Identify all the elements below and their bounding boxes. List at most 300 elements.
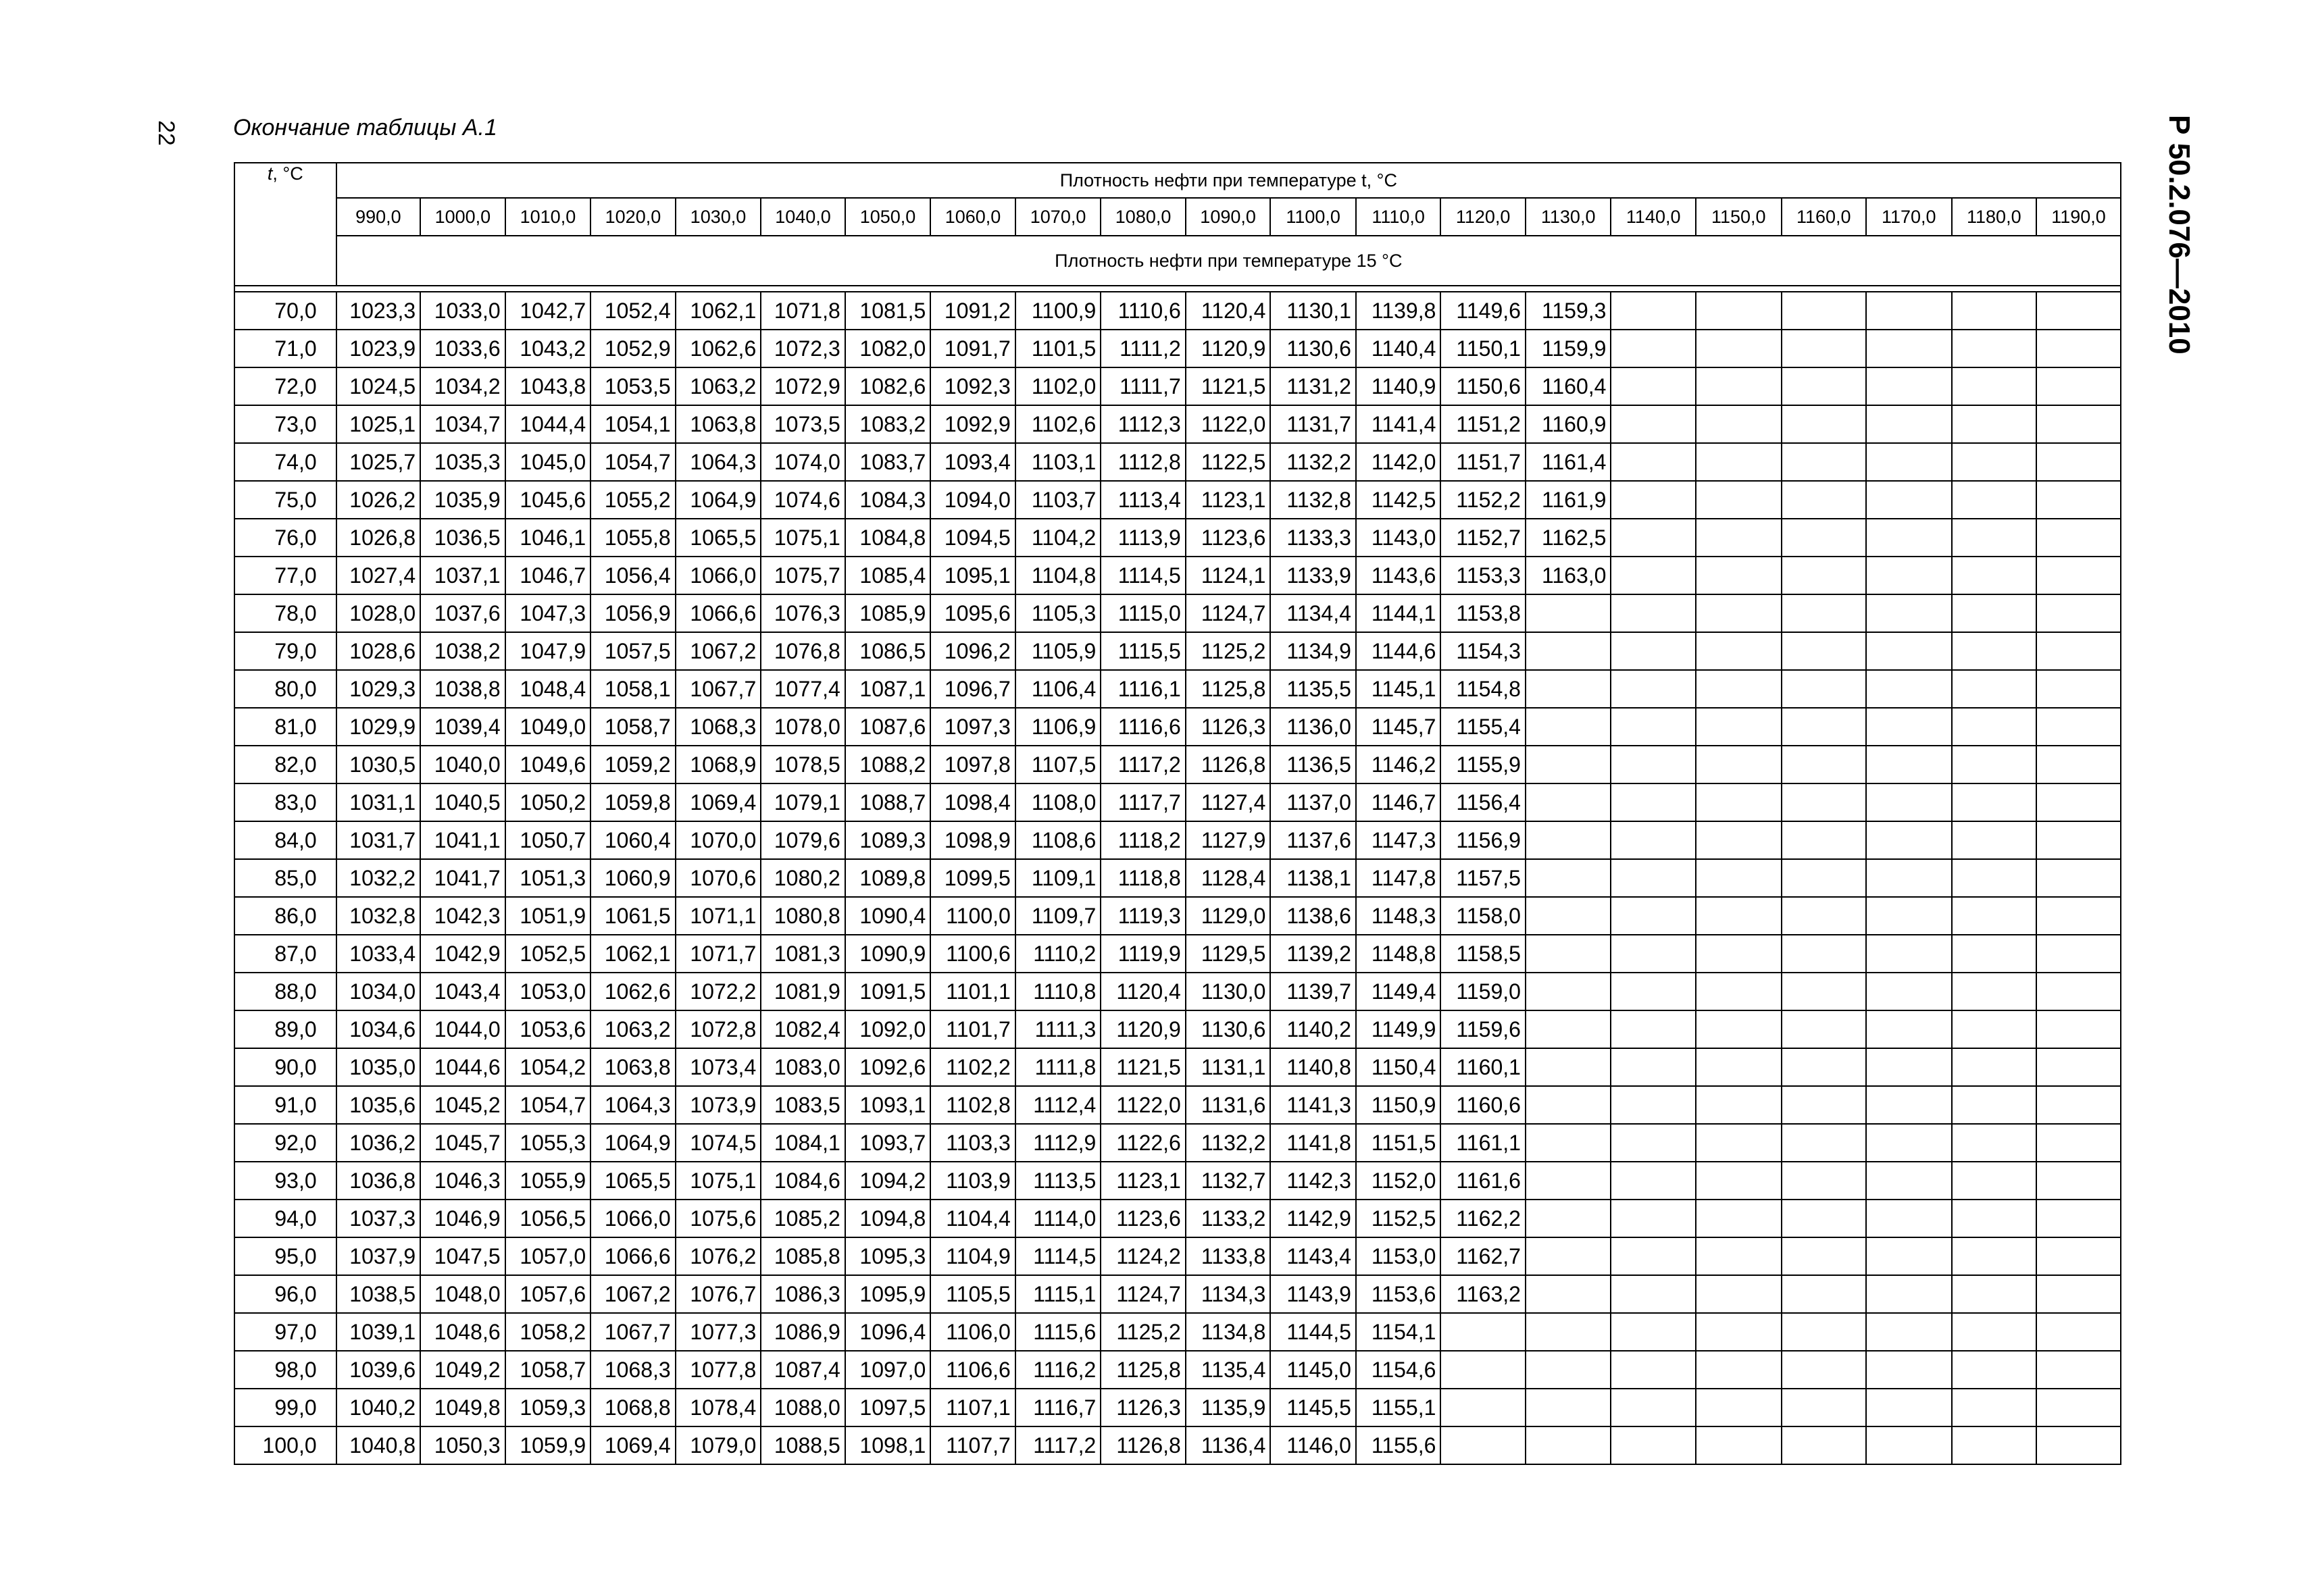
density-cell <box>2036 1275 2121 1313</box>
density-cell <box>1696 1124 1782 1162</box>
density-cell <box>1611 1275 1696 1313</box>
density-cell: 1147,8 <box>1356 859 1441 897</box>
density-cell <box>1440 1313 1526 1351</box>
table-row <box>234 1200 2121 1237</box>
column-header: 1020,0 <box>590 198 676 236</box>
density-cell <box>1611 367 1696 405</box>
density-cell: 1092,6 <box>845 1048 931 1086</box>
density-cell <box>1782 330 1867 367</box>
density-cell: 1028,6 <box>336 632 421 670</box>
density-cell: 1125,2 <box>1101 1313 1186 1351</box>
density-cell <box>1782 292 1867 330</box>
density-cell <box>1611 443 1696 481</box>
density-cell: 1040,2 <box>336 1389 421 1426</box>
density-cell: 1023,9 <box>336 330 421 367</box>
density-cell: 1100,6 <box>930 935 1015 973</box>
table-row <box>234 330 2121 367</box>
density-cell: 1105,9 <box>1015 632 1101 670</box>
density-cell: 1035,9 <box>420 481 505 519</box>
density-cell: 1120,9 <box>1101 1010 1186 1048</box>
table-row <box>234 292 2121 330</box>
density-cell <box>1952 973 2037 1010</box>
density-cell <box>1611 481 1696 519</box>
density-cell: 1042,7 <box>505 292 591 330</box>
density-cell: 1058,1 <box>590 670 676 708</box>
density-cell: 1135,9 <box>1186 1389 1271 1426</box>
density-cell: 1093,1 <box>845 1086 931 1124</box>
density-cell: 1035,0 <box>336 1048 421 1086</box>
density-cell <box>2036 1086 2121 1124</box>
temperature-cell: 81,0 <box>234 708 336 746</box>
density-cell: 1070,6 <box>676 859 761 897</box>
density-cell: 1063,8 <box>590 1048 676 1086</box>
density-cell: 1055,9 <box>505 1162 591 1200</box>
density-cell <box>1952 481 2037 519</box>
density-cell: 1143,6 <box>1356 557 1441 594</box>
density-cell: 1140,8 <box>1270 1048 1356 1086</box>
density-cell: 1093,4 <box>930 443 1015 481</box>
density-cell <box>1696 821 1782 859</box>
density-cell <box>2036 973 2121 1010</box>
density-cell: 1064,3 <box>590 1086 676 1124</box>
density-cell <box>1866 1048 1952 1086</box>
density-cell: 1159,6 <box>1440 1010 1526 1048</box>
density-cell: 1086,9 <box>761 1313 845 1351</box>
density-cell <box>1526 783 1611 821</box>
density-cell: 1062,6 <box>590 973 676 1010</box>
density-cell: 1138,6 <box>1270 897 1356 935</box>
density-cell: 1134,3 <box>1186 1275 1271 1313</box>
table-row <box>234 783 2121 821</box>
density-cell: 1030,5 <box>336 746 421 783</box>
density-cell <box>1952 1010 2037 1048</box>
density-cell <box>1696 405 1782 443</box>
density-cell: 1130,6 <box>1186 1010 1271 1048</box>
density-cell: 1052,9 <box>590 330 676 367</box>
density-cell <box>1611 594 1696 632</box>
density-cell: 1077,3 <box>676 1313 761 1351</box>
density-cell: 1089,3 <box>845 821 931 859</box>
density-cell: 1072,3 <box>761 330 845 367</box>
density-cell: 1104,4 <box>930 1200 1015 1237</box>
density-cell: 1053,5 <box>590 367 676 405</box>
density-cell: 1038,5 <box>336 1275 421 1313</box>
density-cell: 1044,0 <box>420 1010 505 1048</box>
temperature-cell: 84,0 <box>234 821 336 859</box>
density-cell <box>1952 1275 2037 1313</box>
density-cell: 1088,7 <box>845 783 931 821</box>
density-cell: 1151,2 <box>1440 405 1526 443</box>
density-cell: 1047,5 <box>420 1237 505 1275</box>
density-cell <box>1611 973 1696 1010</box>
density-cell: 1088,5 <box>761 1426 845 1464</box>
density-cell: 1163,0 <box>1526 557 1611 594</box>
density-cell: 1033,6 <box>420 330 505 367</box>
density-cell: 1072,8 <box>676 1010 761 1048</box>
density-cell: 1139,7 <box>1270 973 1356 1010</box>
density-cell: 1041,7 <box>420 859 505 897</box>
density-cell: 1156,9 <box>1440 821 1526 859</box>
density-cell: 1104,2 <box>1015 519 1101 557</box>
density-cell: 1133,8 <box>1186 1237 1271 1275</box>
density-cell: 1152,7 <box>1440 519 1526 557</box>
density-cell <box>2036 1048 2121 1086</box>
density-cell: 1161,1 <box>1440 1124 1526 1162</box>
density-cell <box>2036 1313 2121 1351</box>
table-row <box>234 859 2121 897</box>
density-cell <box>1866 330 1952 367</box>
temperature-cell: 90,0 <box>234 1048 336 1086</box>
density-cell <box>1952 632 2037 670</box>
density-cell: 1087,6 <box>845 708 931 746</box>
density-cell: 1131,1 <box>1186 1048 1271 1086</box>
density-cell: 1067,2 <box>676 632 761 670</box>
density-cell: 1130,0 <box>1186 973 1271 1010</box>
temperature-cell: 72,0 <box>234 367 336 405</box>
density-cell: 1150,4 <box>1356 1048 1441 1086</box>
density-cell: 1056,5 <box>505 1200 591 1237</box>
density-cell: 1092,0 <box>845 1010 931 1048</box>
density-cell: 1111,7 <box>1101 367 1186 405</box>
density-cell <box>1526 708 1611 746</box>
density-cell <box>1952 1086 2037 1124</box>
density-cell: 1055,3 <box>505 1124 591 1162</box>
temperature-cell: 95,0 <box>234 1237 336 1275</box>
density-cell: 1159,0 <box>1440 973 1526 1010</box>
density-cell <box>1526 1010 1611 1048</box>
density-cell: 1062,1 <box>590 935 676 973</box>
temperature-cell: 83,0 <box>234 783 336 821</box>
density-cell: 1116,7 <box>1015 1389 1101 1426</box>
column-header: 1110,0 <box>1356 198 1441 236</box>
temperature-cell: 91,0 <box>234 1086 336 1124</box>
density-cell: 1068,3 <box>676 708 761 746</box>
density-cell <box>1696 632 1782 670</box>
density-cell <box>2036 1389 2121 1426</box>
density-cell: 1123,6 <box>1186 519 1271 557</box>
density-cell <box>1952 519 2037 557</box>
density-cell <box>1866 1010 1952 1048</box>
density-cell: 1074,0 <box>761 443 845 481</box>
density-cell <box>1866 1313 1952 1351</box>
density-cell: 1081,5 <box>845 292 931 330</box>
density-cell: 1040,8 <box>336 1426 421 1464</box>
density-cell <box>1696 708 1782 746</box>
temperature-cell: 92,0 <box>234 1124 336 1162</box>
table-row <box>234 557 2121 594</box>
density-cell <box>1526 1124 1611 1162</box>
density-cell: 1082,0 <box>845 330 931 367</box>
density-cell <box>1526 746 1611 783</box>
density-cell <box>1782 519 1867 557</box>
density-cell: 1058,2 <box>505 1313 591 1351</box>
density-cell <box>1782 935 1867 973</box>
density-cell: 1051,9 <box>505 897 591 935</box>
density-cell: 1146,2 <box>1356 746 1441 783</box>
density-cell: 1115,0 <box>1101 594 1186 632</box>
density-cell: 1057,5 <box>590 632 676 670</box>
density-cell <box>1782 1275 1867 1313</box>
density-cell: 1025,1 <box>336 405 421 443</box>
density-cell: 1123,1 <box>1101 1162 1186 1200</box>
density-cell: 1152,0 <box>1356 1162 1441 1200</box>
density-cell <box>1526 935 1611 973</box>
table-row <box>234 1313 2121 1351</box>
density-cell: 1135,5 <box>1270 670 1356 708</box>
density-cell <box>1866 1200 1952 1237</box>
density-cell: 1084,8 <box>845 519 931 557</box>
column-header: 1150,0 <box>1696 198 1782 236</box>
density-cell <box>2036 557 2121 594</box>
density-cell: 1117,2 <box>1015 1426 1101 1464</box>
density-cell: 1048,6 <box>420 1313 505 1351</box>
density-cell: 1124,2 <box>1101 1237 1186 1275</box>
density-cell <box>1526 1162 1611 1200</box>
density-cell: 1153,8 <box>1440 594 1526 632</box>
density-cell: 1159,3 <box>1526 292 1611 330</box>
density-cell: 1126,8 <box>1186 746 1271 783</box>
density-cell: 1097,0 <box>845 1351 931 1389</box>
density-cell: 1068,3 <box>590 1351 676 1389</box>
density-cell: 1063,8 <box>676 405 761 443</box>
density-cell: 1037,6 <box>420 594 505 632</box>
density-cell: 1110,8 <box>1015 973 1101 1010</box>
density-cell: 1151,5 <box>1356 1124 1441 1162</box>
density-cell: 1043,4 <box>420 973 505 1010</box>
density-cell: 1134,9 <box>1270 632 1356 670</box>
density-cell: 1145,0 <box>1270 1351 1356 1389</box>
density-cell <box>1696 1389 1782 1426</box>
density-cell: 1037,3 <box>336 1200 421 1237</box>
density-cell: 1084,6 <box>761 1162 845 1200</box>
density-cell <box>1526 1237 1611 1275</box>
density-cell: 1036,8 <box>336 1162 421 1200</box>
density-cell <box>1952 1426 2037 1464</box>
density-cell: 1067,2 <box>590 1275 676 1313</box>
density-cell: 1054,1 <box>590 405 676 443</box>
density-cell: 1065,5 <box>676 519 761 557</box>
density-cell <box>1526 632 1611 670</box>
density-cell: 1050,7 <box>505 821 591 859</box>
density-cell: 1039,1 <box>336 1313 421 1351</box>
column-header: 1090,0 <box>1186 198 1271 236</box>
table-row <box>234 935 2121 973</box>
density-cell: 1115,5 <box>1101 632 1186 670</box>
density-cell: 1121,5 <box>1186 367 1271 405</box>
density-cell: 1160,1 <box>1440 1048 1526 1086</box>
density-cell: 1062,6 <box>676 330 761 367</box>
column-header: 1010,0 <box>505 198 591 236</box>
density-cell: 1042,3 <box>420 897 505 935</box>
temperature-cell: 99,0 <box>234 1389 336 1426</box>
density-cell: 1035,3 <box>420 443 505 481</box>
density-cell: 1155,4 <box>1440 708 1526 746</box>
density-cell <box>1526 973 1611 1010</box>
table-row <box>234 1086 2121 1124</box>
density-cell <box>1782 746 1867 783</box>
density-cell: 1075,1 <box>761 519 845 557</box>
density-cell: 1067,7 <box>590 1313 676 1351</box>
density-cell: 1039,6 <box>336 1351 421 1389</box>
density-cell: 1064,9 <box>590 1124 676 1162</box>
density-cell: 1082,6 <box>845 367 931 405</box>
density-cell <box>1952 821 2037 859</box>
density-cell <box>1696 481 1782 519</box>
density-cell <box>1611 897 1696 935</box>
table-row <box>234 973 2121 1010</box>
table-caption: Окончание таблицы А.1 <box>233 115 497 140</box>
density-cell: 1085,9 <box>845 594 931 632</box>
density-cell: 1147,3 <box>1356 821 1441 859</box>
density-cell <box>2036 405 2121 443</box>
density-cell: 1114,5 <box>1101 557 1186 594</box>
density-cell <box>1526 1048 1611 1086</box>
density-cell <box>1696 973 1782 1010</box>
density-cell: 1106,0 <box>930 1313 1015 1351</box>
temperature-cell: 80,0 <box>234 670 336 708</box>
density-cell: 1116,6 <box>1101 708 1186 746</box>
density-cell <box>1696 1237 1782 1275</box>
density-cell: 1096,7 <box>930 670 1015 708</box>
density-cell: 1137,6 <box>1270 821 1356 859</box>
density-cell: 1046,1 <box>505 519 591 557</box>
density-cell: 1085,4 <box>845 557 931 594</box>
density-cell: 1093,7 <box>845 1124 931 1162</box>
temperature-cell: 73,0 <box>234 405 336 443</box>
temperature-cell: 70,0 <box>234 292 336 330</box>
density-cell: 1094,5 <box>930 519 1015 557</box>
density-cell: 1072,2 <box>676 973 761 1010</box>
density-cell: 1144,1 <box>1356 594 1441 632</box>
density-cell: 1080,2 <box>761 859 845 897</box>
density-cell: 1140,2 <box>1270 1010 1356 1048</box>
density-cell: 1058,7 <box>590 708 676 746</box>
density-cell: 1076,7 <box>676 1275 761 1313</box>
density-cell <box>1782 557 1867 594</box>
density-cell <box>2036 821 2121 859</box>
density-cell: 1049,2 <box>420 1351 505 1389</box>
density-cell: 1161,9 <box>1526 481 1611 519</box>
density-cell <box>1526 821 1611 859</box>
density-cell <box>1526 594 1611 632</box>
temperature-cell: 77,0 <box>234 557 336 594</box>
density-cell: 1055,8 <box>590 519 676 557</box>
table-body <box>234 292 2121 1464</box>
density-cell: 1157,5 <box>1440 859 1526 897</box>
density-cell <box>1782 594 1867 632</box>
table-row <box>234 1389 2121 1426</box>
density-cell: 1045,0 <box>505 443 591 481</box>
density-cell: 1112,4 <box>1015 1086 1101 1124</box>
density-cell: 1126,8 <box>1101 1426 1186 1464</box>
density-cell <box>2036 1124 2121 1162</box>
density-cell: 1097,5 <box>845 1389 931 1426</box>
density-cell: 1068,9 <box>676 746 761 783</box>
density-cell <box>2036 1426 2121 1464</box>
density-cell: 1148,3 <box>1356 897 1441 935</box>
density-cell: 1066,0 <box>676 557 761 594</box>
density-cell <box>2036 481 2121 519</box>
density-cell: 1075,1 <box>676 1162 761 1200</box>
density-cell <box>1866 481 1952 519</box>
density-cell <box>2036 1162 2121 1200</box>
density-cell: 1049,6 <box>505 746 591 783</box>
density-cell: 1098,9 <box>930 821 1015 859</box>
density-cell: 1068,8 <box>590 1389 676 1426</box>
density-cell <box>1952 594 2037 632</box>
density-cell: 1124,7 <box>1101 1275 1186 1313</box>
density-cell <box>1866 519 1952 557</box>
density-cell: 1117,7 <box>1101 783 1186 821</box>
density-cell <box>1526 1389 1611 1426</box>
density-cell <box>1696 897 1782 935</box>
density-cell: 1025,7 <box>336 443 421 481</box>
density-cell: 1031,7 <box>336 821 421 859</box>
density-cell <box>2036 746 2121 783</box>
density-cell: 1063,2 <box>676 367 761 405</box>
density-cell <box>1611 821 1696 859</box>
density-cell: 1143,4 <box>1270 1237 1356 1275</box>
density-cell: 1032,2 <box>336 859 421 897</box>
density-cell: 1106,6 <box>930 1351 1015 1389</box>
density-cell: 1090,4 <box>845 897 931 935</box>
density-cell: 1116,1 <box>1101 670 1186 708</box>
density-cell: 1044,4 <box>505 405 591 443</box>
density-cell: 1078,5 <box>761 746 845 783</box>
density-cell: 1155,6 <box>1356 1426 1441 1464</box>
density-cell <box>1696 367 1782 405</box>
density-cell: 1039,4 <box>420 708 505 746</box>
density-cell <box>1696 935 1782 973</box>
density-cell: 1080,8 <box>761 897 845 935</box>
table-row <box>234 897 2121 935</box>
density-cell <box>1866 594 1952 632</box>
density-cell <box>1782 1010 1867 1048</box>
density-cell: 1125,8 <box>1101 1351 1186 1389</box>
density-cell: 1097,8 <box>930 746 1015 783</box>
column-header: 1000,0 <box>420 198 505 236</box>
density-cell: 1054,7 <box>590 443 676 481</box>
density-cell: 1095,3 <box>845 1237 931 1275</box>
column-header: 990,0 <box>336 198 421 236</box>
density-cell <box>1696 1162 1782 1200</box>
density-cell: 1150,9 <box>1356 1086 1441 1124</box>
table-row <box>234 1351 2121 1389</box>
density-cell: 1145,5 <box>1270 1389 1356 1426</box>
density-cell: 1106,9 <box>1015 708 1101 746</box>
column-header: 1040,0 <box>761 198 845 236</box>
density-cell: 1124,1 <box>1186 557 1271 594</box>
density-cell: 1160,4 <box>1526 367 1611 405</box>
density-cell: 1099,5 <box>930 859 1015 897</box>
density-cell: 1103,3 <box>930 1124 1015 1162</box>
density-at-t-header: Плотность нефти при температуре t, °C <box>336 163 2121 198</box>
density-cell <box>1526 1200 1611 1237</box>
density-cell: 1111,2 <box>1101 330 1186 367</box>
density-cell: 1161,4 <box>1526 443 1611 481</box>
density-cell <box>1611 1426 1696 1464</box>
density-cell: 1056,4 <box>590 557 676 594</box>
density-cell <box>1696 746 1782 783</box>
density-cell: 1130,6 <box>1270 330 1356 367</box>
density-cell: 1038,2 <box>420 632 505 670</box>
density-cell: 1162,2 <box>1440 1200 1526 1237</box>
density-cell <box>1611 632 1696 670</box>
density-cell <box>1782 973 1867 1010</box>
temperature-cell: 93,0 <box>234 1162 336 1200</box>
table-row <box>234 481 2121 519</box>
column-header: 1140,0 <box>1611 198 1696 236</box>
